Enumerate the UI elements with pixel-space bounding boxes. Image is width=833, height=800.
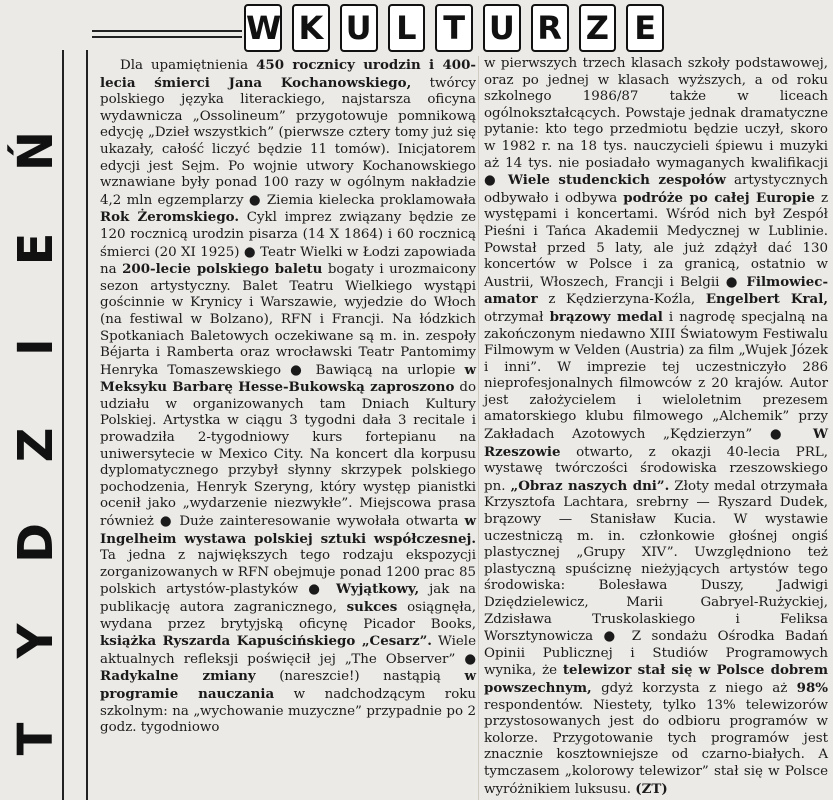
bold-run: w Meksyku Barbarę Hesse-Bukowską zaproszono: [100, 361, 476, 396]
text-run: osiągnęła, wydana przez brytyjską oficynę Picador Books,: [100, 600, 476, 632]
bullet-icon: ●: [484, 172, 500, 189]
bold-run: Wyjątkowy,: [325, 581, 420, 598]
bullet-icon: ●: [308, 581, 326, 598]
bold-run: książka Ryszarda Kapuścińskiego „Cesarz”.: [100, 633, 432, 650]
header-letter: E: [626, 4, 664, 52]
text-run: i nagrodę specjalną na zakończonym niedawno XIII Światowym Festiwalu Filmowym w Velden (Austria) za film „Wujek Józek i inni”. W imprezie tej uczestniczyło 286 nieprofesjonalnych filmowców z 20 krajów. Autor jest założycielem i wieloletnim prezesem amatorskiego klubu filmowego „Alchemik” przy Zakładach Azotowych „Kędzierzyn”: [484, 309, 828, 443]
header-letter: K: [292, 4, 330, 52]
vertical-letter: T: [8, 722, 64, 756]
text-run: z Kędzierzyna-Koźla,: [537, 292, 706, 308]
section-header: [244, 0, 664, 56]
bullet-icon: ●: [248, 191, 262, 208]
text-run: bogaty i urozmaicony sezon artystyczny. Balet Teatru Wielkiego wystąpi gościnnie w Krynicy i Warszawie, wyjedzie do Włoch (na festiwal w Bolzano), RFN i Francji. Na łódzkich Spotkaniach Baletowych oczekiwane są m. in. zespoły Béjarta i Ramberta oraz wrocławski Teatr Pantomimy Henryka Tomaszewskiego: [100, 262, 477, 378]
text-run: otwarto, z okazji 40-lecia PRL, wystawę twórczości środowiska rzeszowskiego pn.: [484, 444, 828, 494]
bold-run: 98%: [796, 679, 828, 696]
text-run: jak na publikację autora zagranicznego,: [100, 582, 477, 615]
bullet-icon: ●: [159, 513, 174, 530]
text-run: (nareszcie!) nastąpią: [255, 669, 465, 685]
bold-run: brązowy medal: [549, 308, 663, 325]
vertical-letter: Ń: [8, 130, 64, 172]
bold-run: sukces: [346, 599, 398, 615]
text-run: Teatr Wielki w Łodzi zapowiada na: [100, 244, 477, 278]
vertical-letter: D: [8, 523, 64, 563]
bullet-icon: ●: [243, 243, 256, 260]
header-letter: R: [531, 4, 569, 52]
article-paragraph: [100, 57, 476, 737]
bold-run: „Obraz naszych dni”.: [510, 477, 670, 494]
bullet-icon: ●: [290, 361, 307, 378]
article-paragraph: [484, 56, 828, 798]
bold-run: (ZT): [635, 780, 668, 797]
header-letter: U: [340, 4, 378, 52]
article-column-1: [100, 57, 476, 737]
header-letter: L: [388, 4, 426, 52]
text-run: Ziemia kielecka proklamowała: [261, 192, 476, 208]
bullet-icon: ●: [725, 273, 740, 290]
text-run: w pierwszych trzech klasach szkoły podstawowej, oraz po jednej w klasach wyższych, a od roku szkolnego 1986/87 także w liceach ogólnokształcących. Powstaje jednak dramatyczne pytanie: kto tego przedmiotu będzie uczył, skoro w 1982 r. na 18 tys. nauczycieli śpiewu i muzyki aż 14 tys. nie posiadało wymaganych kwalifikacji: [484, 56, 828, 171]
bold-run: 450 rocznicy urodzin i 400-lecia śmierci Jana Kochanowskiego,: [100, 57, 476, 91]
header-rule: [92, 30, 242, 32]
bullet-icon: ●: [464, 650, 476, 667]
text-run: otrzymał: [484, 309, 550, 325]
bold-run: w Ingelheim wystawa polskiej sztuki współczesnej.: [100, 513, 477, 547]
bold-run: Radykalne zmiany: [100, 668, 256, 685]
text-run: respondentów. Niestety, tylko 13% telewizorów przystosowanych jest do odbioru programów w kolorze. Przygotowanie tych programów jest znacznie kosztowniejsze od czarno-białych. A tymczasem „kolorowy telewizor” stał się w Polsce wyróżnikiem luksusu.: [484, 697, 828, 797]
text-run: z występami i koncertami. Wśród nich był Zespół Pieśni i Tańca Akademii Medycznej w Lublinie. Powstał przed 5 laty, ale już zdążył dać 130 koncertów w Polsce i za granicą, ostatnio w Austrii, Włoszech, Francji i Belgii: [484, 190, 829, 290]
bold-run: Filmowiec-amator: [484, 273, 829, 308]
bold-run: telewizor stał się w Polsce dobrem powszechnym,: [484, 662, 828, 696]
text-run: Bawiącą na urlopie: [306, 362, 465, 378]
vertical-letter: Y: [8, 623, 64, 659]
text-run: do udziału w organizowanych tam Dniach Kultury Polskiej. Artystka w ciągu 3 tygodni dała 3 recitale i prowadziła 2-tygodniowy kurs fortepianu na uniwersytecie w Mexico City. Na koncert dla korpusu dyplomatycznego przybył słynny skrzypek polskiego pochodzenia, Henryk Szeryng, który występ pianistki ocenił jako „wydarzenie niezwykłe”. Miejscowa prasa również: [100, 380, 477, 530]
text-run: Złoty medal otrzymała Krzysztofa Lachtara, srebrny — Ryszard Dudek, brązowy — Stanisław Kucia. W wystawie uczestniczą m. in. członkowie głośnej ongiś plastycznej „Grupy XIV”. Uwzględniono też plastyczną spuściznę nieżyjących artystów tego środowiska: Bolesława Duszy, Jadwigi Dziędzielewicz, Marii Gabryel-Rużyckiej, Zdzisława Truskolaskiego i Feliksa Worsztynowicza: [484, 478, 828, 645]
text-run: Cykl imprez związany będzie ze 120 rocznicą urodzin pisarza (14 X 1864) i 60 rocznicą śmierci (20 XI 1925): [100, 210, 477, 260]
text-run: Z sondażu Ośrodka Badań Opinii Publicznej i Studiów Programowych wynika, że: [484, 629, 829, 679]
text-run: Duże zainteresowanie wywołała otwarta: [173, 514, 465, 530]
header-letter: W: [244, 4, 282, 52]
bold-run: W Rzeszowie: [484, 426, 829, 460]
header-letter: Z: [579, 4, 617, 52]
header-letter: U: [483, 4, 521, 52]
text-run: w nadchodzącym roku szkolnym: na „wychowanie muzyczne” przypadnie po 2 godz. tygodniowo: [100, 686, 477, 736]
header-letter: T: [435, 4, 473, 52]
text-run: Ta jedna z największych tego rodzaju ekspozycji zorganizowanych w RFN obejmuje ponad 1200 prac 85 polskich artystów-plastyków: [100, 548, 476, 598]
article-column-2: [484, 56, 828, 798]
bold-run: podróże po całej Europie: [623, 189, 815, 206]
text-run: gdyż korzysta z niego aż: [591, 680, 797, 696]
vertical-letters: [8, 120, 64, 770]
text-run: Dla upamiętnienia: [120, 58, 257, 73]
column-divider: [478, 56, 479, 800]
vertical-letter: E: [8, 232, 64, 266]
bold-run: w programie nauczania: [100, 668, 476, 702]
header-rule: [92, 36, 242, 38]
bullet-icon: ●: [769, 426, 795, 443]
bold-run: Rok Żeromskiego.: [100, 209, 240, 226]
bold-run: Engelbert Kral,: [705, 291, 828, 308]
vertical-letter: I: [8, 338, 64, 356]
vertical-section-label: [6, 50, 88, 800]
bold-run: Wiele studenckich zespołów: [499, 172, 726, 189]
bullet-icon: ●: [603, 628, 622, 645]
text-run: artystycznych odbywało i odbywa: [484, 173, 828, 206]
vertical-letter: Z: [8, 427, 64, 463]
text-run: twórcy polskiego języka literackiego, najstarsza oficyna wydawnicza „Ossolineum” przygotowuje pomnikową edycję „Dzieł wszystkich” (pierwsze cztery tomy już się ukazały, całość liczyć będzie 11 tomów). Inicjatorem edycji jest Sejm. Po wojnie utwory Kochanowskiego wznawiane były ponad 100 razy w ogólnym nakładzie 4,2 mln egzemplarzy: [100, 75, 476, 208]
bold-run: 200-lecie polskiego baletu: [122, 261, 323, 278]
text-run: Wiele aktualnych refleksji poświęcił jej „The Observer”: [100, 634, 476, 667]
